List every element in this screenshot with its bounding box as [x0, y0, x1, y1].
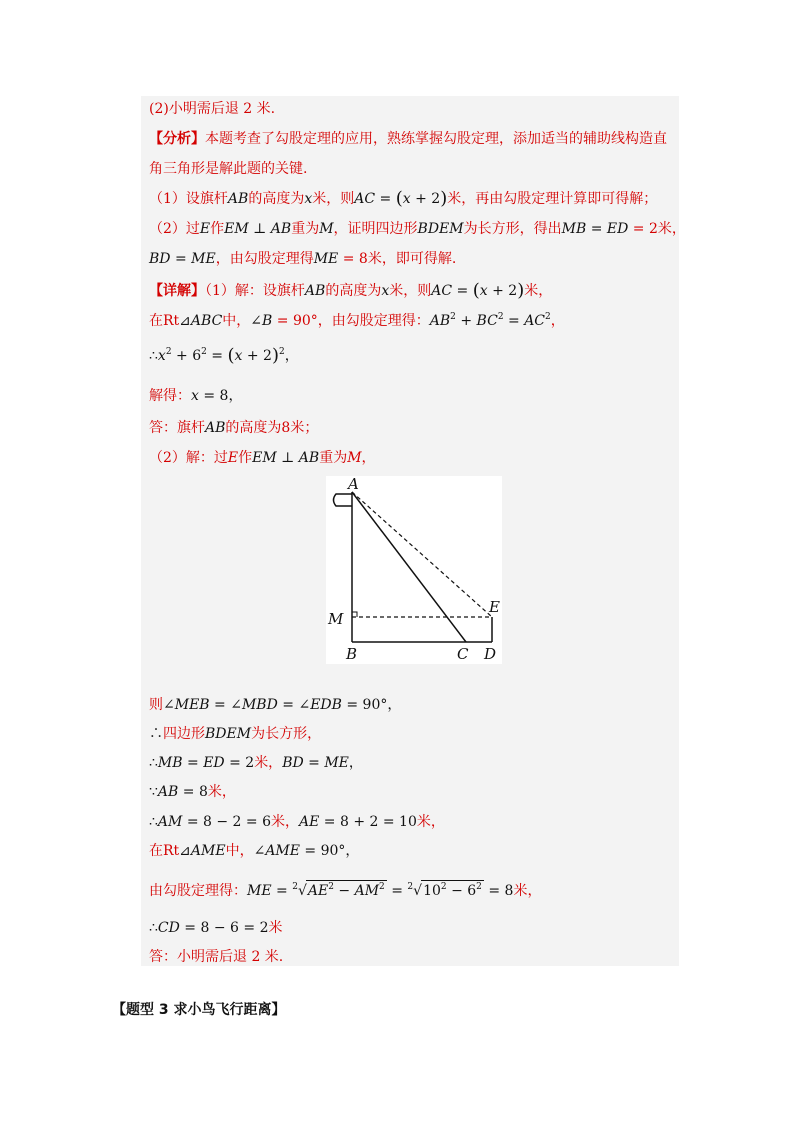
final-answer-line	[149, 947, 283, 967]
text: 角三角形是解此题的关键.	[149, 161, 308, 177]
math: ME	[191, 251, 216, 267]
radical-icon: √	[413, 883, 423, 899]
math: − 6	[446, 883, 477, 899]
label-a: A	[348, 476, 359, 493]
text: ，证明四边形	[333, 221, 418, 237]
radical-icon: √	[297, 883, 307, 899]
math: AB	[205, 420, 226, 436]
cd-line	[149, 918, 282, 938]
text: 重为	[291, 221, 320, 237]
label-e: E	[489, 598, 500, 616]
math: =	[206, 348, 228, 364]
math: AME	[190, 843, 226, 859]
math: AB	[429, 313, 451, 329]
text: 重为	[319, 450, 348, 466]
math: MB	[157, 755, 183, 771]
flag-icon	[334, 494, 353, 506]
because-icon: ∵	[149, 784, 158, 800]
math: + 2	[242, 348, 272, 364]
therefore-icon: ∴	[149, 814, 158, 830]
math: =	[209, 697, 231, 713]
math: E	[227, 450, 239, 466]
math: MB	[561, 221, 587, 237]
exponent: 2	[545, 312, 551, 322]
math: AE	[299, 814, 320, 830]
math: AME	[265, 843, 300, 859]
text: ，由勾股定理得	[215, 251, 314, 267]
angle-icon: ∠	[250, 313, 263, 329]
text: 米，	[254, 755, 283, 771]
math: M	[347, 450, 362, 466]
text: ，	[550, 313, 565, 329]
analysis-step-1: （1）设旗杆AB的高度为x米，则AC = (x + 2)米，再由勾股定理计算即可得解；	[149, 188, 658, 209]
math: = 2	[224, 755, 255, 771]
text: 由勾股定理得：	[149, 883, 247, 899]
text: （2）过	[149, 221, 200, 237]
angle-icon: ∠	[298, 697, 311, 713]
math: AC	[354, 191, 376, 207]
analysis-step-2	[149, 219, 686, 239]
text: 为长方形，得出	[463, 221, 562, 237]
text: 在Rt	[149, 313, 180, 329]
math: ED	[606, 221, 629, 237]
math: x	[381, 283, 390, 299]
text: 米，	[416, 814, 445, 830]
math: ⊥	[248, 221, 271, 237]
math: ME	[324, 755, 349, 771]
text: 米，	[207, 784, 236, 800]
text: （1）解：设旗杆	[205, 283, 305, 299]
math: M	[319, 221, 334, 237]
math: =	[277, 697, 299, 713]
text: 作	[238, 450, 253, 466]
math: AC	[524, 313, 546, 329]
math: E	[199, 221, 211, 237]
math: = 8 − 2 = 6	[182, 814, 271, 830]
math: EM	[224, 221, 249, 237]
math: =	[386, 883, 408, 899]
text: 中，	[222, 313, 251, 329]
math: AB	[227, 191, 249, 207]
text: = 2米，	[628, 221, 686, 237]
math: = 8 − 6 = 2	[179, 920, 269, 936]
part-2-line	[149, 448, 376, 468]
math: x	[479, 283, 488, 299]
label-d: D	[484, 645, 497, 663]
answer-line-1	[149, 418, 318, 438]
equation-line: $\therefore x^2 + 6^2 = (x + 2)^2$，	[149, 345, 299, 366]
text: 作	[210, 221, 225, 237]
math: MBD	[241, 697, 278, 713]
math: BDEM	[205, 726, 252, 742]
math: = 8	[483, 883, 514, 899]
math: AM	[157, 814, 183, 830]
text: 为长方形，	[251, 726, 322, 742]
segment-ae	[352, 492, 492, 617]
math: x	[304, 191, 313, 207]
triangle-ame-line	[149, 841, 359, 861]
rectangle-line	[149, 724, 321, 744]
root-index: 2	[407, 882, 414, 892]
pythagoras-line	[149, 880, 541, 901]
math: =	[586, 221, 607, 237]
because-line	[149, 782, 236, 802]
math: ，	[348, 755, 363, 771]
text: 米，则	[312, 191, 355, 207]
angle-icon: ∠	[230, 697, 242, 713]
therefore-icon: ∴	[149, 755, 158, 771]
math: AE	[307, 883, 329, 899]
detail-line: 【详解】（1）解：设旗杆AB的高度为x米，则AC = (x + 2)米，	[149, 280, 553, 301]
geometry-diagram	[326, 476, 502, 664]
text: 米，	[271, 814, 299, 830]
exponent: 2	[279, 347, 285, 357]
text: 米，再由勾股定理计算即可得解；	[447, 191, 658, 207]
math: ⊥	[276, 450, 299, 466]
text: = 90°，由勾股定理得：	[272, 313, 430, 329]
math: BD	[282, 755, 304, 771]
math: x	[234, 348, 243, 364]
math: ED	[203, 755, 225, 771]
root-index: 2	[292, 882, 298, 892]
math: ME	[313, 251, 339, 267]
math: =	[182, 755, 204, 771]
math: = 8	[178, 784, 208, 800]
math: ，	[284, 348, 299, 364]
text: 米，	[513, 883, 542, 899]
text: （1）设旗杆	[149, 191, 228, 207]
math: BC	[476, 313, 498, 329]
angle-icon: ∠	[163, 697, 175, 713]
math: + 6	[171, 348, 202, 364]
therefore-icon: ∴	[149, 348, 158, 364]
exponent: 2	[328, 882, 334, 892]
math: = 90°，	[299, 843, 360, 859]
triangle-icon: ⊿	[179, 843, 191, 859]
text: (2)小明需后退 2 米.	[149, 101, 276, 117]
math: ABC	[190, 313, 223, 329]
math: = 8，	[198, 388, 243, 404]
solve-line	[149, 386, 242, 406]
detail-tag: 【详解】	[149, 283, 205, 299]
math: AM	[354, 883, 380, 899]
math: =	[303, 755, 325, 771]
math: x	[402, 191, 411, 207]
exponent: 2	[440, 882, 447, 892]
exponent: 2	[201, 347, 207, 357]
text: 则	[149, 697, 163, 713]
triangle-icon: ⊿	[179, 313, 191, 329]
math: AB	[157, 784, 179, 800]
text: 米	[268, 920, 283, 936]
analysis-line	[149, 129, 667, 149]
math: + 2	[410, 191, 441, 207]
text: 答：旗杆	[149, 420, 205, 436]
math: x	[191, 388, 199, 404]
lengths-line	[149, 753, 363, 773]
segment-ac	[352, 492, 466, 642]
label-c: C	[457, 645, 469, 663]
text: 的高度为	[248, 191, 305, 207]
math: B	[262, 313, 273, 329]
math: EDB	[310, 697, 342, 713]
math: ME	[247, 883, 272, 899]
therefore-icon: ∴	[149, 726, 163, 742]
math: =	[170, 251, 192, 267]
math: =	[452, 283, 473, 299]
text: 本题考查了勾股定理的应用，熟练掌握勾股定理，添加适当的辅助线构造直	[205, 131, 667, 147]
math: x	[157, 348, 166, 364]
text: 解得：	[149, 388, 191, 404]
math: CD	[157, 920, 180, 936]
am-ae-line	[149, 812, 445, 832]
text: ，	[361, 450, 376, 466]
analysis-tag: 【分析】	[149, 131, 205, 147]
math: + 2	[487, 283, 518, 299]
angle-icon: ∠	[253, 843, 266, 859]
exponent: 2	[450, 312, 456, 322]
math: AB	[304, 283, 326, 299]
text: 中，	[225, 843, 254, 859]
math: AB	[270, 221, 292, 237]
exponent: 2	[165, 347, 172, 357]
geometry-figure	[326, 476, 502, 664]
math: BDEM	[417, 221, 464, 237]
radicand	[306, 880, 387, 901]
label-b: B	[346, 645, 358, 663]
math: AB	[298, 450, 320, 466]
math: +	[455, 313, 477, 329]
exponent: 2	[497, 312, 504, 322]
text: 米，则	[389, 283, 432, 299]
math: =	[375, 191, 396, 207]
text: 在Rt	[149, 843, 180, 859]
text: 8	[281, 420, 291, 436]
radicand	[421, 880, 484, 901]
math: AC	[431, 283, 453, 299]
math: =	[271, 883, 293, 899]
exponent: 2	[379, 882, 385, 892]
angles-line	[149, 695, 401, 715]
exponent: 2	[476, 882, 482, 892]
math: EM	[252, 450, 277, 466]
triangle-abc-line	[149, 311, 565, 331]
math: = 90°，	[341, 697, 402, 713]
text: 的高度为	[325, 283, 382, 299]
text: （2）解：过	[149, 450, 228, 466]
text: 答：小明需后退 2 米.	[149, 949, 284, 965]
text: 四边形	[163, 726, 205, 742]
text: = 8米，即可得解.	[338, 251, 457, 267]
analysis-line-cont	[149, 159, 307, 179]
math: =	[503, 313, 525, 329]
label-m: M	[328, 610, 344, 628]
analysis-step-2-cont	[149, 249, 456, 269]
math: = 8 + 2 = 10	[319, 814, 417, 830]
math: 10	[423, 883, 441, 899]
math: MEB	[174, 697, 210, 713]
therefore-icon: ∴	[149, 920, 158, 936]
answer-line-2	[149, 99, 275, 119]
section-heading: 【题型 3 求小鸟飞行距离】	[112, 1002, 286, 1018]
text: 米；	[290, 420, 319, 436]
math: −	[333, 883, 355, 899]
text: 米，	[524, 283, 553, 299]
math: BD	[149, 251, 171, 267]
text: 的高度为	[225, 420, 282, 436]
